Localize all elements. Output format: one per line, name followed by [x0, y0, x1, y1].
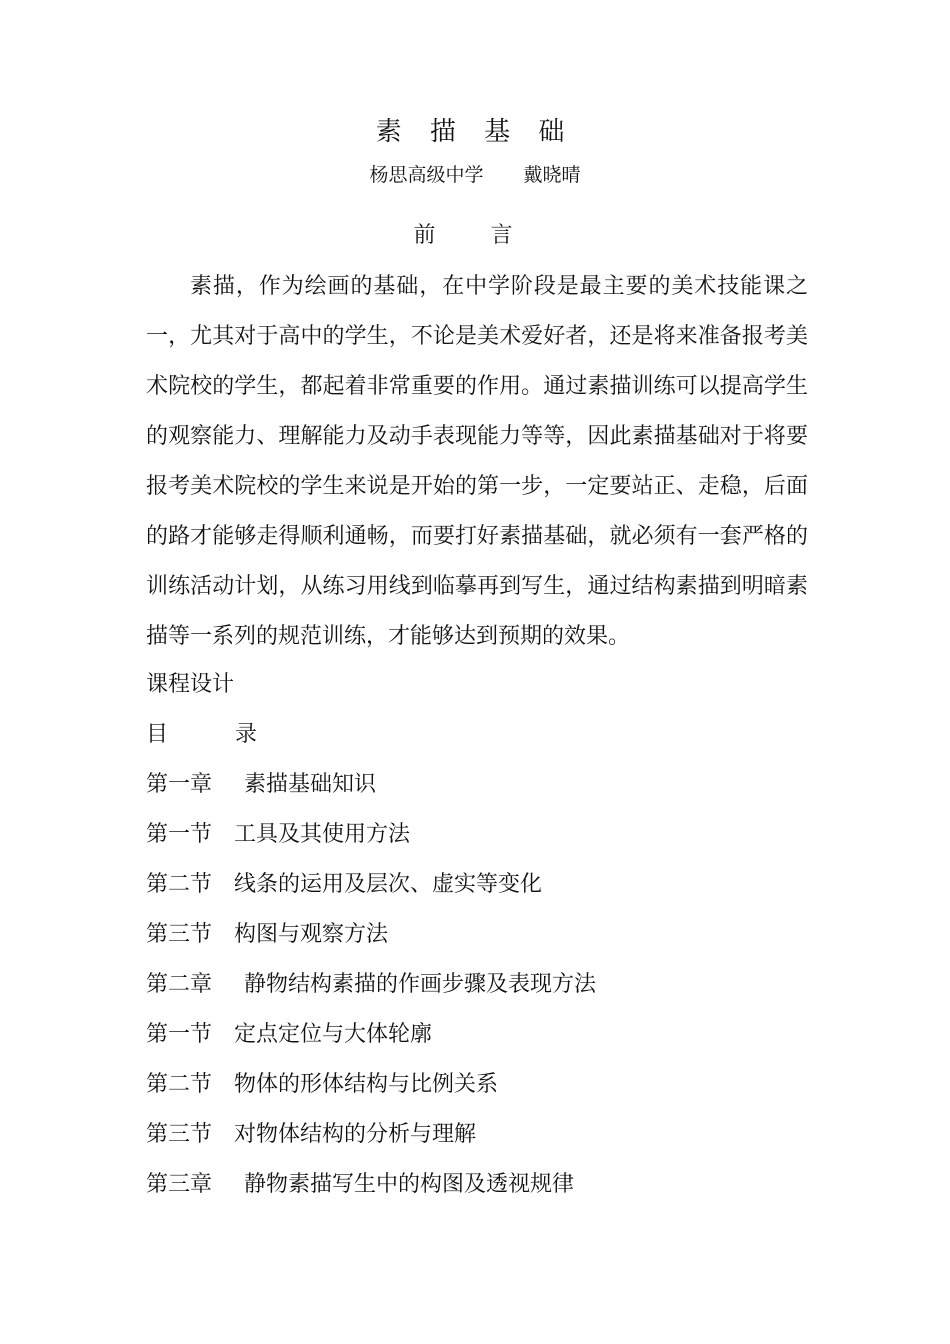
toc-lead: 第三节 [146, 1122, 213, 1147]
toc-title: 静物素描写生中的构图及透视规律 [244, 1172, 575, 1197]
toc-title: 构图与观察方法 [234, 922, 389, 947]
toc-lead: 第一章 [146, 772, 213, 797]
toc-lead: 第一节 [146, 822, 213, 847]
toc-chapter-1 [146, 760, 808, 810]
toc-lead: 第二章 [146, 972, 213, 997]
toc-section-1-2 [146, 860, 808, 910]
table-of-contents [146, 660, 808, 1210]
school-name: 杨思高级中学 [369, 164, 484, 186]
toc-lead: 第一节 [146, 1022, 213, 1047]
toc-chapter-3 [146, 1160, 808, 1210]
toc-chapter-2 [146, 960, 808, 1010]
preface-paragraph: 素描，作为绘画的基础，在中学阶段是最主要的美术技能课之一，尤其对于高中的学生，不论是美术爱好者，还是将来准备报考美术院校的学生，都起着非常重要的作用。通过素描训练可以提高学生的观察能力、理解能力及动手表现能力等等，因此素描基础对于将要报考美术院校的学生来说是开始的第一步，一定要站正、走稳，后面的路才能够走得顺利通畅，而要打好素描基础，就必须有一套严格的训练活动计划，从练习用线到临摹再到写生，通过结构素描到明暗素描等一系列的规范训练，才能够达到预期的效果。 [146, 274, 808, 649]
toc-title: 静物结构素描的作画步骤及表现方法 [244, 972, 597, 997]
toc-section-1-3 [146, 910, 808, 960]
course-design-heading: 课程设计 [146, 672, 235, 697]
preface-heading: 前 言 [413, 223, 537, 248]
toc-heading-text: 目 录 [146, 722, 287, 747]
toc-title: 工具及其使用方法 [234, 822, 411, 847]
toc-title: 素描基础知识 [244, 772, 377, 797]
toc-title: 物体的形体结构与比例关系 [234, 1072, 499, 1097]
toc-heading [146, 710, 808, 760]
toc-title: 线条的运用及层次、虚实等变化 [234, 872, 543, 897]
toc-lead: 第三节 [146, 922, 213, 947]
toc-section-2-2 [146, 1060, 808, 1110]
toc-section-2-3 [146, 1110, 808, 1160]
toc-section-2-1 [146, 1010, 808, 1060]
toc-lead: 第三章 [146, 1172, 213, 1197]
toc-title: 对物体结构的分析与理解 [234, 1122, 477, 1147]
toc-lead: 第二节 [146, 1072, 213, 1097]
toc-lead: 第二节 [146, 872, 213, 897]
byline [0, 160, 950, 190]
document-title: 素 描 基 础 [375, 117, 575, 147]
toc-section-1-1 [146, 810, 808, 860]
author-name: 戴晓晴 [523, 164, 581, 186]
toc-title: 定点定位与大体轮廓 [234, 1022, 433, 1047]
